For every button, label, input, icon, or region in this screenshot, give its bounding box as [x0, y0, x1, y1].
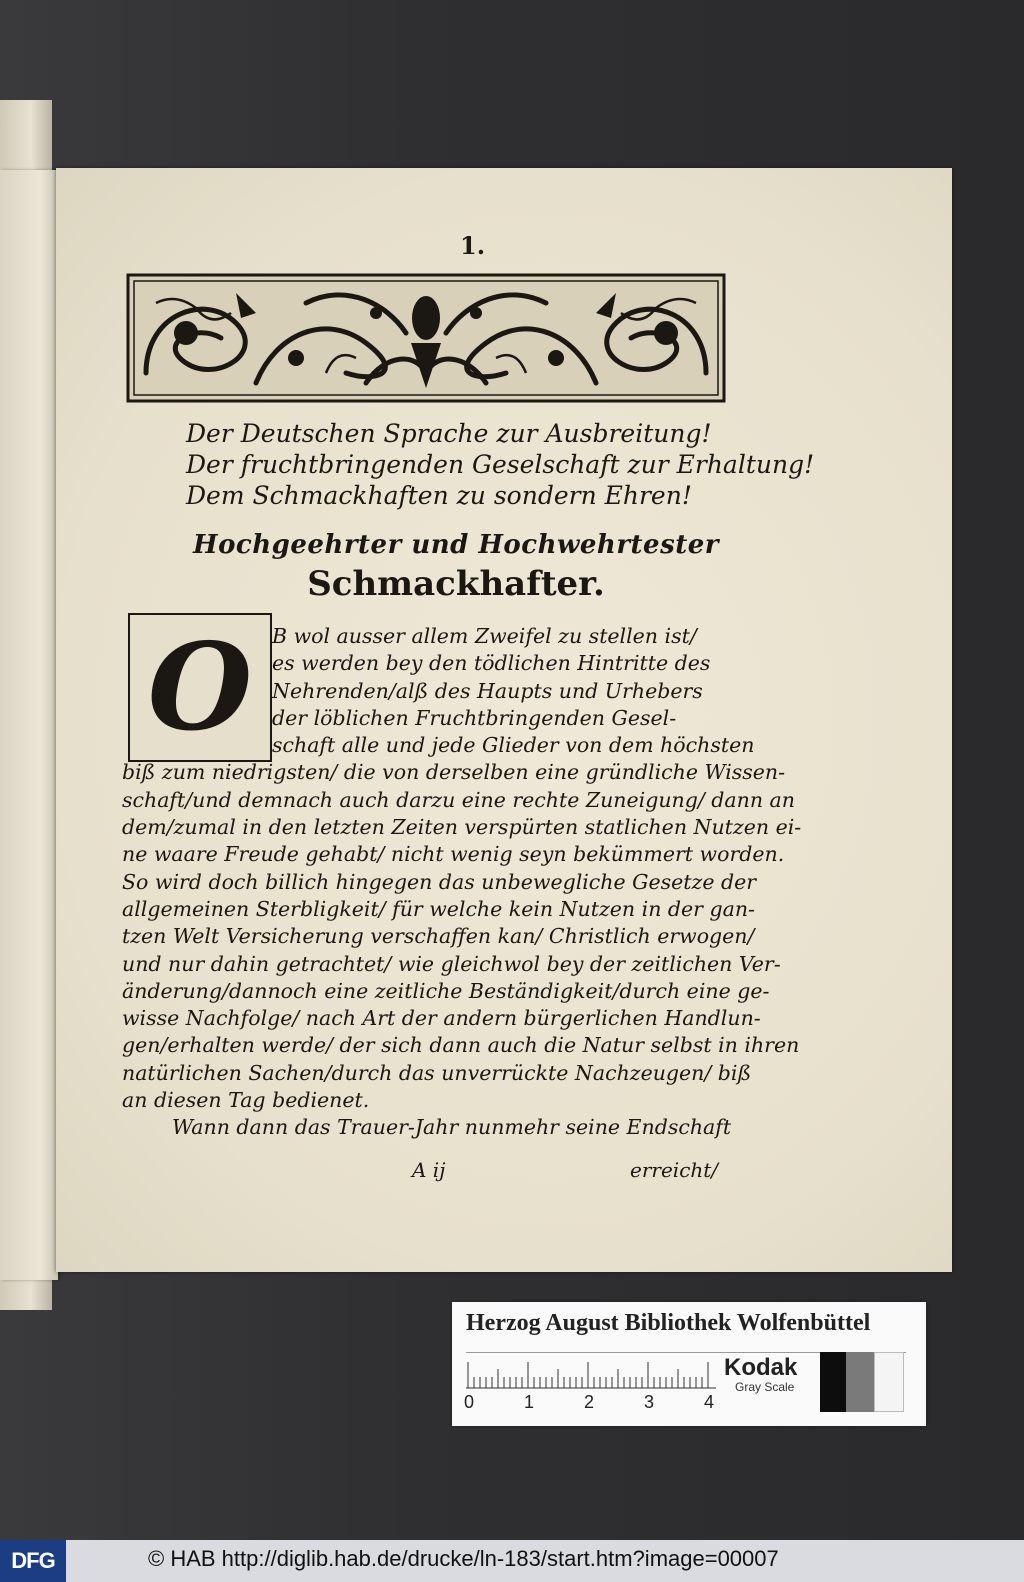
- dfg-logo: DFG: [0, 1540, 66, 1582]
- salutation: [156, 530, 756, 604]
- body-text: [122, 623, 802, 1142]
- text-line: wisse Nachfolge/ nach Art der andern bürgerlichen Handlun-: [122, 1006, 761, 1031]
- dedication-line: Der Deutschen Sprache zur Ausbreitung!: [186, 419, 712, 448]
- text-line: Wann dann das Trauer-Jahr nunmehr seine Endschaft: [172, 1115, 732, 1140]
- signature-mark: A ij: [412, 1158, 446, 1182]
- text-line: dem/zumal in den letzten Zeiten verspürten statlichen Nutzen ei-: [122, 815, 802, 840]
- text-line: natürlichen Sachen/durch das unverrückte Nachzeugen/ biß: [122, 1060, 752, 1085]
- catchword: erreicht/: [630, 1158, 719, 1182]
- text-line: und nur dahin getrachtet/ wie gleichwol bey der zeitlichen Ver-: [122, 951, 781, 976]
- dedication-line: Der fruchtbringenden Geselschaft zur Erhaltung!: [186, 450, 815, 479]
- swatch-gray: [846, 1352, 874, 1412]
- text-line: gen/erhalten werde/ der sich dann auch die Natur selbst in ihren: [122, 1033, 800, 1058]
- footer-bar: [0, 1540, 1024, 1582]
- salutation-line-2: Schmackhafter.: [307, 564, 605, 604]
- text-line: Nehrenden/alß des Haupts und Urhebers: [272, 678, 703, 703]
- previous-leaf: [0, 170, 58, 1280]
- dedication: [186, 418, 815, 511]
- ruler-number: 1: [524, 1392, 535, 1412]
- dedication-line: Dem Schmackhaften zu sondern Ehren!: [186, 481, 692, 510]
- text-line: So wird doch billich hingegen das unbewegliche Gesetze der: [122, 869, 757, 894]
- kodak-brand: Kodak: [724, 1354, 798, 1381]
- kodak-subtitle: Gray Scale: [735, 1380, 795, 1394]
- credit-url[interactable]: © HAB http://diglib.hab.de/drucke/ln-183/start.htm?image=00007: [148, 1546, 779, 1571]
- text-line: schaft/und demnach auch darzu eine rechte Zuneigung/ dann an: [122, 787, 795, 812]
- text-line: änderung/dannoch eine zeitliche Beständigkeit/durch eine ge-: [122, 978, 770, 1003]
- page-footer-line: [122, 1158, 774, 1186]
- page-number: 1.: [460, 231, 486, 260]
- text-line: schaft alle und jede Glieder von dem höchsten: [272, 733, 755, 758]
- text-line: tzen Welt Versicherung verschaffen kan/ Christlich erwogen/: [122, 924, 755, 949]
- text-line: allgemeinen Sterbligkeit/ für welche kein Nutzen in der gan-: [122, 896, 755, 921]
- text-line: B wol ausser allem Zweifel zu stellen ist/: [272, 624, 697, 648]
- ruler-number: 3: [644, 1392, 655, 1412]
- text-line: der löblichen Fruchtbringenden Gesel-: [272, 705, 677, 730]
- gray-scale-swatches: [820, 1352, 906, 1412]
- library-name: Herzog August Bibliothek Wolfenbüttel: [466, 1310, 871, 1336]
- ruler-number: 4: [704, 1392, 715, 1412]
- color-target-card: [452, 1302, 926, 1426]
- text-line: biß zum niedrigsten/ die von derselben eine gründliche Wissen-: [122, 760, 786, 785]
- ruler-scale: [466, 1357, 736, 1389]
- ruler-numbers: [466, 1392, 746, 1414]
- swatch-white: [874, 1352, 904, 1412]
- initial-letter: O: [147, 617, 253, 758]
- text-line: es werden bey den tödlichen Hintritte des: [272, 651, 711, 676]
- salutation-line-1: Hochgeehrter und Hochwehrtester: [193, 530, 719, 560]
- book-page: [56, 168, 952, 1272]
- ruler-number: 2: [584, 1392, 595, 1412]
- text-line: an diesen Tag bedienet.: [122, 1088, 370, 1113]
- swatch-black: [820, 1352, 846, 1412]
- text-line: ne waare Freude gehabt/ nicht wenig seyn bekümmert worden.: [122, 842, 785, 867]
- ornamental-headpiece: [126, 273, 726, 403]
- ruler-number: 0: [464, 1392, 475, 1412]
